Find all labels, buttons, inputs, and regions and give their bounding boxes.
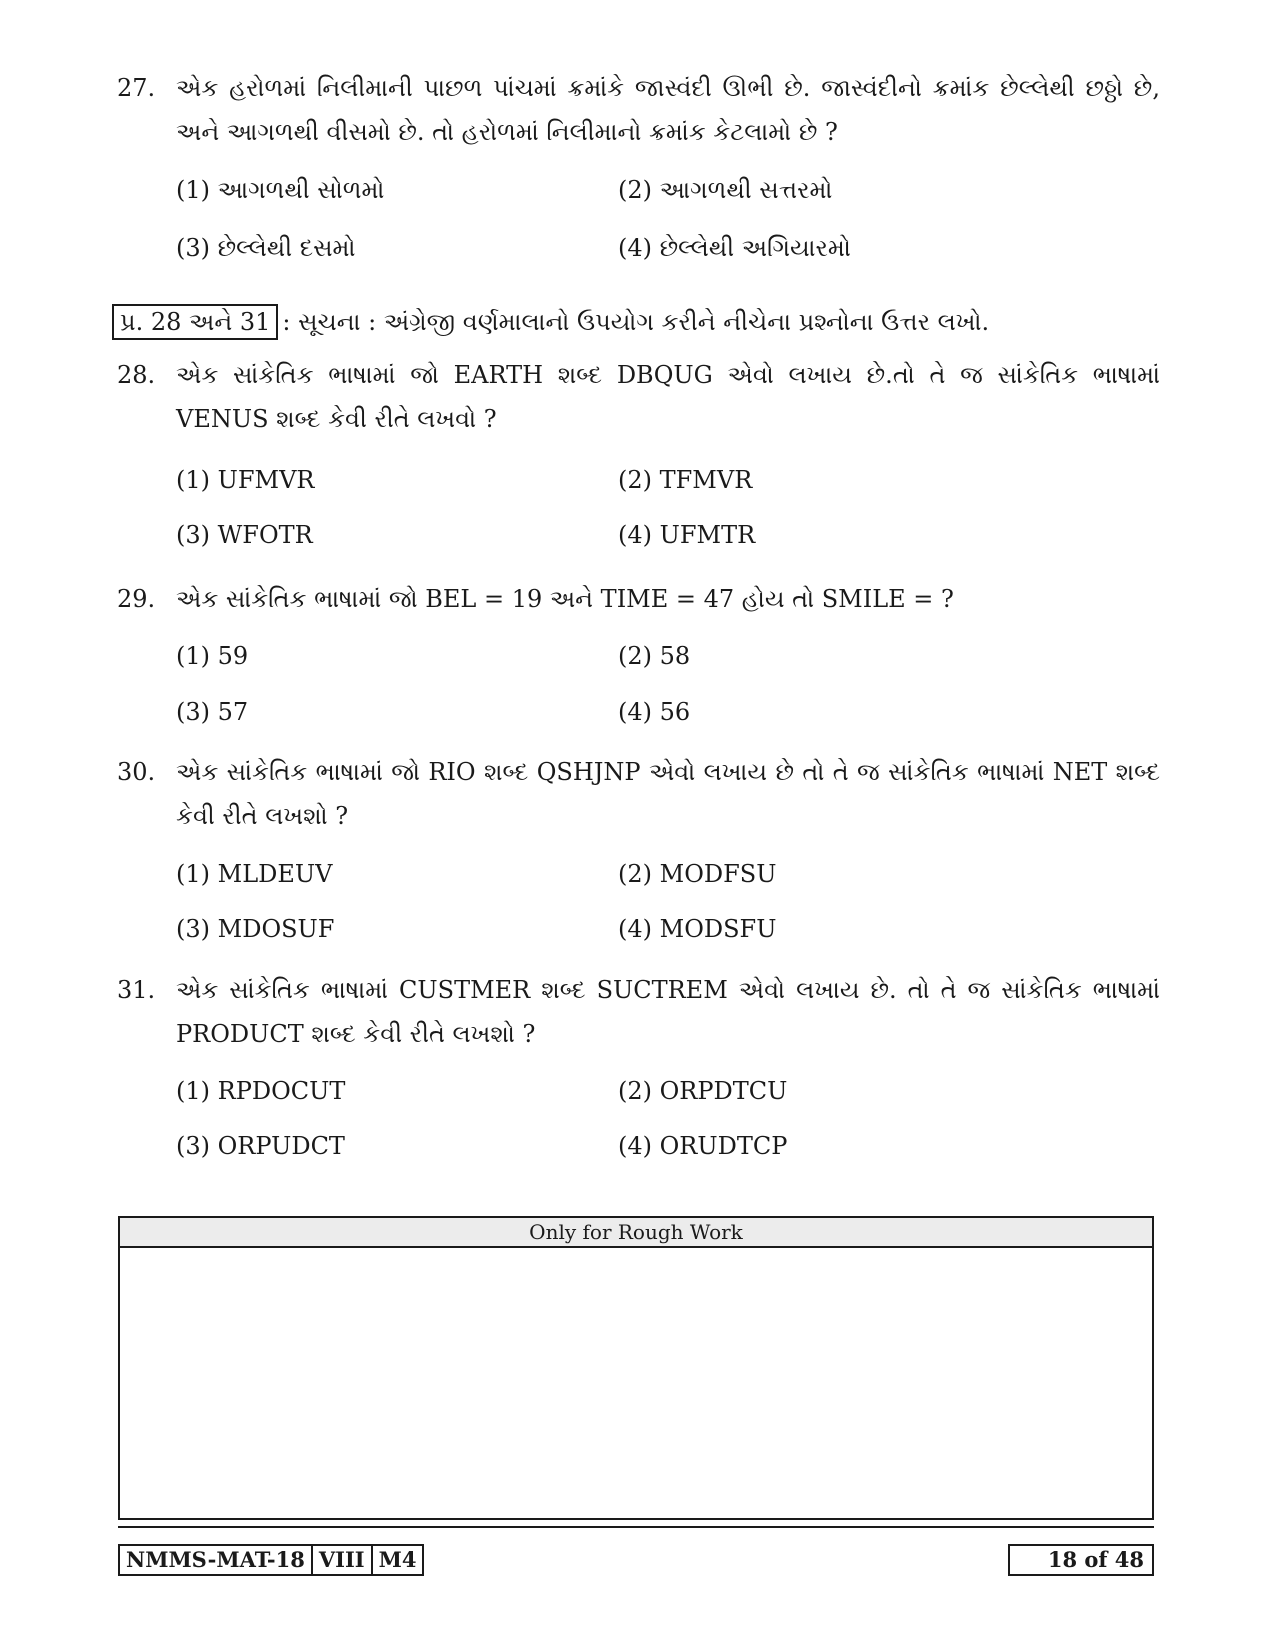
- question-number: 28.: [117, 361, 156, 389]
- option-2: (2) MODFSU: [618, 860, 777, 888]
- question-number: 30.: [117, 758, 156, 786]
- question-text: એક સાંકેતિક ભાષામાં CUSTMER શબ્દ SUCTREM એવો લખાય છે. તો તે જ સાંકેતિક ભાષામાં PRODUCT શબ્દ કેવી રીતે લખશો ?: [176, 976, 1160, 1048]
- option-1: (1) આગળથી સોળમો: [176, 176, 385, 204]
- question-text: એક હરોળમાં નિલીમાની પાછળ પાંચમાં ક્રમાંકે જાસ્વંદી ઊભી છે. જાસ્વંદીનો ક્રમાંક છેલ્લેથી છઠ્ઠો છે, અને આગળથી વીસમો છે. તો હરોળમાં નિલીમાનો ક્રમાંક કેટલામો છે ?: [176, 74, 1160, 146]
- option-2: (2) TFMVR: [618, 466, 753, 494]
- option-1: (1) RPDOCUT: [176, 1077, 346, 1105]
- rough-work-box: [118, 1216, 1154, 1520]
- option-3: (3) છેલ્લેથી દસમો: [176, 234, 356, 262]
- option-4: (4) છેલ્લેથી અગિયારમો: [618, 234, 851, 262]
- option-2: (2) 58: [618, 642, 691, 670]
- footer-divider: [118, 1526, 1154, 1528]
- option-3: (3) MDOSUF: [176, 915, 335, 943]
- exam-code: NMMS-MAT-18: [120, 1546, 313, 1574]
- option-4: (4) 56: [618, 698, 691, 726]
- option-3: (3) 57: [176, 698, 249, 726]
- exam-set: M4: [378, 1547, 417, 1572]
- footer-exam-code: [118, 1544, 424, 1576]
- instruction-text: : સૂચના : અંગ્રેજી વર્ણમાલાનો ઉપયોગ કરીને નીચેના પ્રશ્નોના ઉત્તર લખો.: [282, 308, 990, 336]
- question-text: એક સાંકેતિક ભાષામાં જો RIO શબ્દ QSHJNP એવો લખાય છે તો તે જ સાંકેતિક ભાષામાં NET શબ્દ કેવી રીતે લખશો ?: [176, 758, 1160, 830]
- question-29: [117, 577, 1160, 621]
- option-1: (1) 59: [176, 642, 249, 670]
- option-3: (3) ORPUDCT: [176, 1132, 345, 1160]
- question-number: 31.: [117, 976, 156, 1004]
- question-text: એક સાંકેતિક ભાષામાં જો BEL = 19 અને TIME = 47 હોય તો SMILE = ?: [176, 585, 954, 613]
- question-text: એક સાંકેતિક ભાષામાં જો EARTH શબ્દ DBQUG એવો લખાય છે.તો તે જ સાંકેતિક ભાષામાં VENUS શબ્દ કેવી રીતે લખવો ?: [176, 361, 1160, 433]
- question-27: [117, 66, 1160, 154]
- option-4: (4) MODSFU: [618, 915, 777, 943]
- option-1: (1) MLDEUV: [176, 860, 333, 888]
- question-number: 27.: [117, 74, 156, 102]
- option-4: (4) ORUDTCP: [618, 1132, 788, 1160]
- rough-work-title: Only for Rough Work: [120, 1218, 1152, 1248]
- option-3: (3) WFOTR: [176, 521, 313, 549]
- option-4: (4) UFMTR: [618, 521, 756, 549]
- instruction-note: [112, 304, 989, 340]
- question-31: [117, 968, 1160, 1056]
- exam-standard: VIII: [313, 1546, 373, 1574]
- question-28: [117, 353, 1160, 441]
- instruction-label: પ્ર. 28 અને 31: [112, 304, 278, 340]
- question-30: [117, 750, 1160, 838]
- option-2: (2) આગળથી સત્તરમો: [618, 176, 833, 204]
- option-2: (2) ORPDTCU: [618, 1077, 788, 1105]
- page-number: 18 of 48: [1008, 1544, 1154, 1576]
- option-1: (1) UFMVR: [176, 466, 315, 494]
- question-number: 29.: [117, 585, 156, 613]
